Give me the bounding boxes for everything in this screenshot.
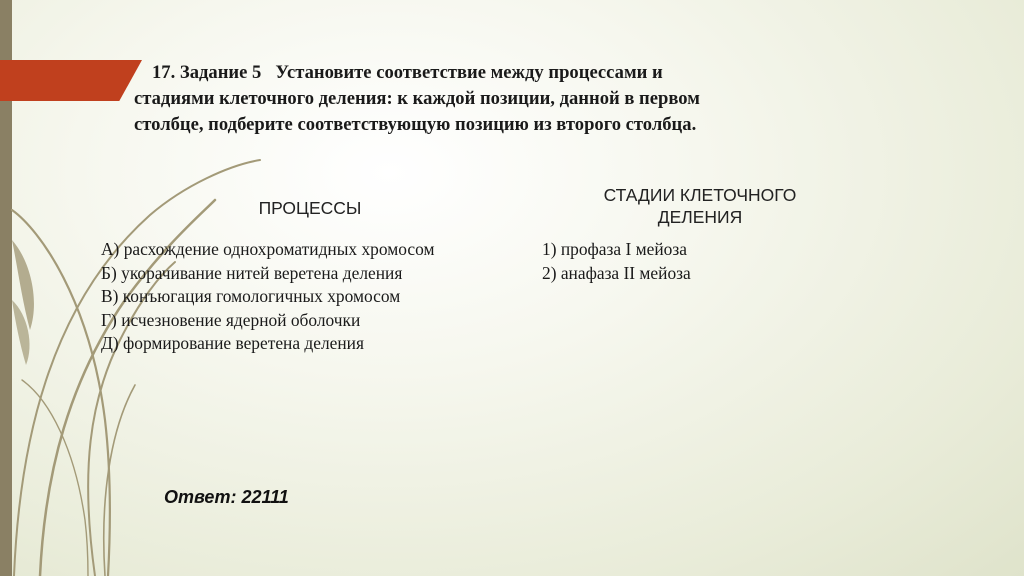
stages-header-line-1: СТАДИИ КЛЕТОЧНОГО <box>603 185 797 205</box>
stage-item-2: 2) анафаза II мейоза <box>542 262 691 283</box>
stages-header <box>570 184 830 228</box>
task-number: 17. <box>152 62 176 83</box>
stage-item-1: 1) профаза I мейоза <box>542 239 687 259</box>
title-line-1 <box>134 60 814 86</box>
process-item-d: Д) формирование веретена деления <box>101 333 364 353</box>
title-text-line-1: Установите соответствие между процессами и <box>275 62 663 83</box>
task-title <box>134 60 814 138</box>
title-text-line-3: столбце, подберите соответствующую позицию из второго столбца. <box>134 114 697 135</box>
stages-header-line-2: ДЕЛЕНИЯ <box>657 207 743 227</box>
title-text-line-2: стадиями клеточного деления: к каждой позиции, данной в первом <box>134 88 700 109</box>
processes-list <box>101 238 434 356</box>
stages-list <box>542 238 691 285</box>
red-arrow-accent <box>0 60 142 101</box>
process-item-a: А) расхождение однохроматидных хромосом <box>101 239 435 259</box>
processes-header: ПРОЦЕССЫ <box>258 198 362 218</box>
process-item-b: Б) укорачивание нитей веретена деления <box>101 262 403 283</box>
process-item-g: Г) исчезновение ядерной оболочки <box>101 309 361 330</box>
process-item-v: В) конъюгация гомологичных хромосом <box>101 286 401 306</box>
answer-text: Ответ: 22111 <box>164 487 289 507</box>
task-label: Задание 5 <box>179 62 262 83</box>
